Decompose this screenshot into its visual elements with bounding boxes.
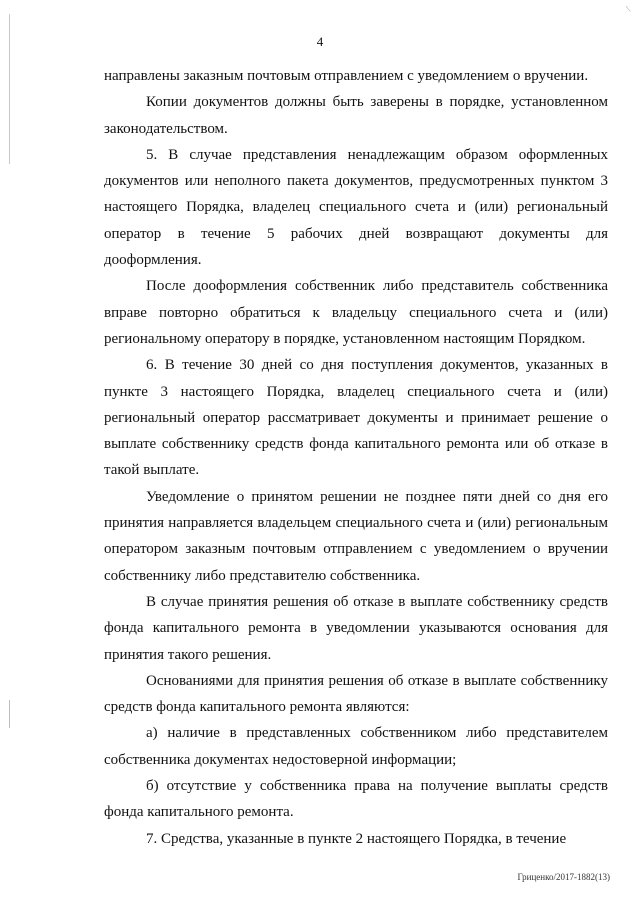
paragraph-item-5: 5. В случае представления ненадлежащим образом оформленных документов или неполного пакета документов, предусмотренных пунктом 3 настоящего Порядка, владелец специального счета и (или) региональный оператор в течение 5 рабочих дней возвращают документы для дооформления. <box>104 146 608 269</box>
paragraph: Копии документов должны быть заверены в порядке, установленном законодательством. <box>104 94 608 137</box>
paragraph: В случае принятия решения об отказе в выплате собственнику средств фонда капитального ремонта в уведомлении указываются основания для принятия такого решения. <box>104 593 608 663</box>
paragraph: направлены заказным почтовым отправлением с уведомлением о вручении. <box>104 68 589 84</box>
paragraph-item-6: 6. В течение 30 дней со дня поступления документов, указанных в пункте 3 настоящего Порядка, владелец специального счета и (или) региональный оператор рассматривает документы и принимает решение о выплате собственнику средств фонда капитального ремонта или об отказе в такой выплате. <box>104 357 608 479</box>
corner-mark: \ <box>625 3 632 16</box>
paragraph-item-7: 7. Средства, указанные в пункте 2 настоящего Порядка, в течение <box>146 830 567 847</box>
document-body <box>104 63 608 852</box>
paragraph: После дооформления собственник либо представитель собственника вправе повторно обратиться к владельцу специального счета и (или) региональному оператору в порядке, установленном настоящим Порядком. <box>104 278 608 347</box>
paragraph: Основаниями для принятия решения об отказе в выплате собственнику средств фонда капитального ремонта являются: <box>104 672 608 716</box>
scan-edge-line-lower <box>9 700 10 728</box>
list-item-a: а) наличие в представленных собственником либо представителем собственника документах недостоверной информации; <box>104 725 608 768</box>
paragraph: Уведомление о принятом решении не позднее пяти дней со дня его принятия направляется владельцем специального счета и (или) региональным оператором заказным почтовым отправлением с уведомлением о вручении собственнику либо представителю собственника. <box>104 488 608 584</box>
page-number: 4 <box>316 34 324 49</box>
footer-document-code: Гриценко/2017-1882(13) <box>517 872 610 882</box>
list-item-b: б) отсутствие у собственника права на получение выплаты средств фонда капитального ремонта. <box>104 778 608 821</box>
